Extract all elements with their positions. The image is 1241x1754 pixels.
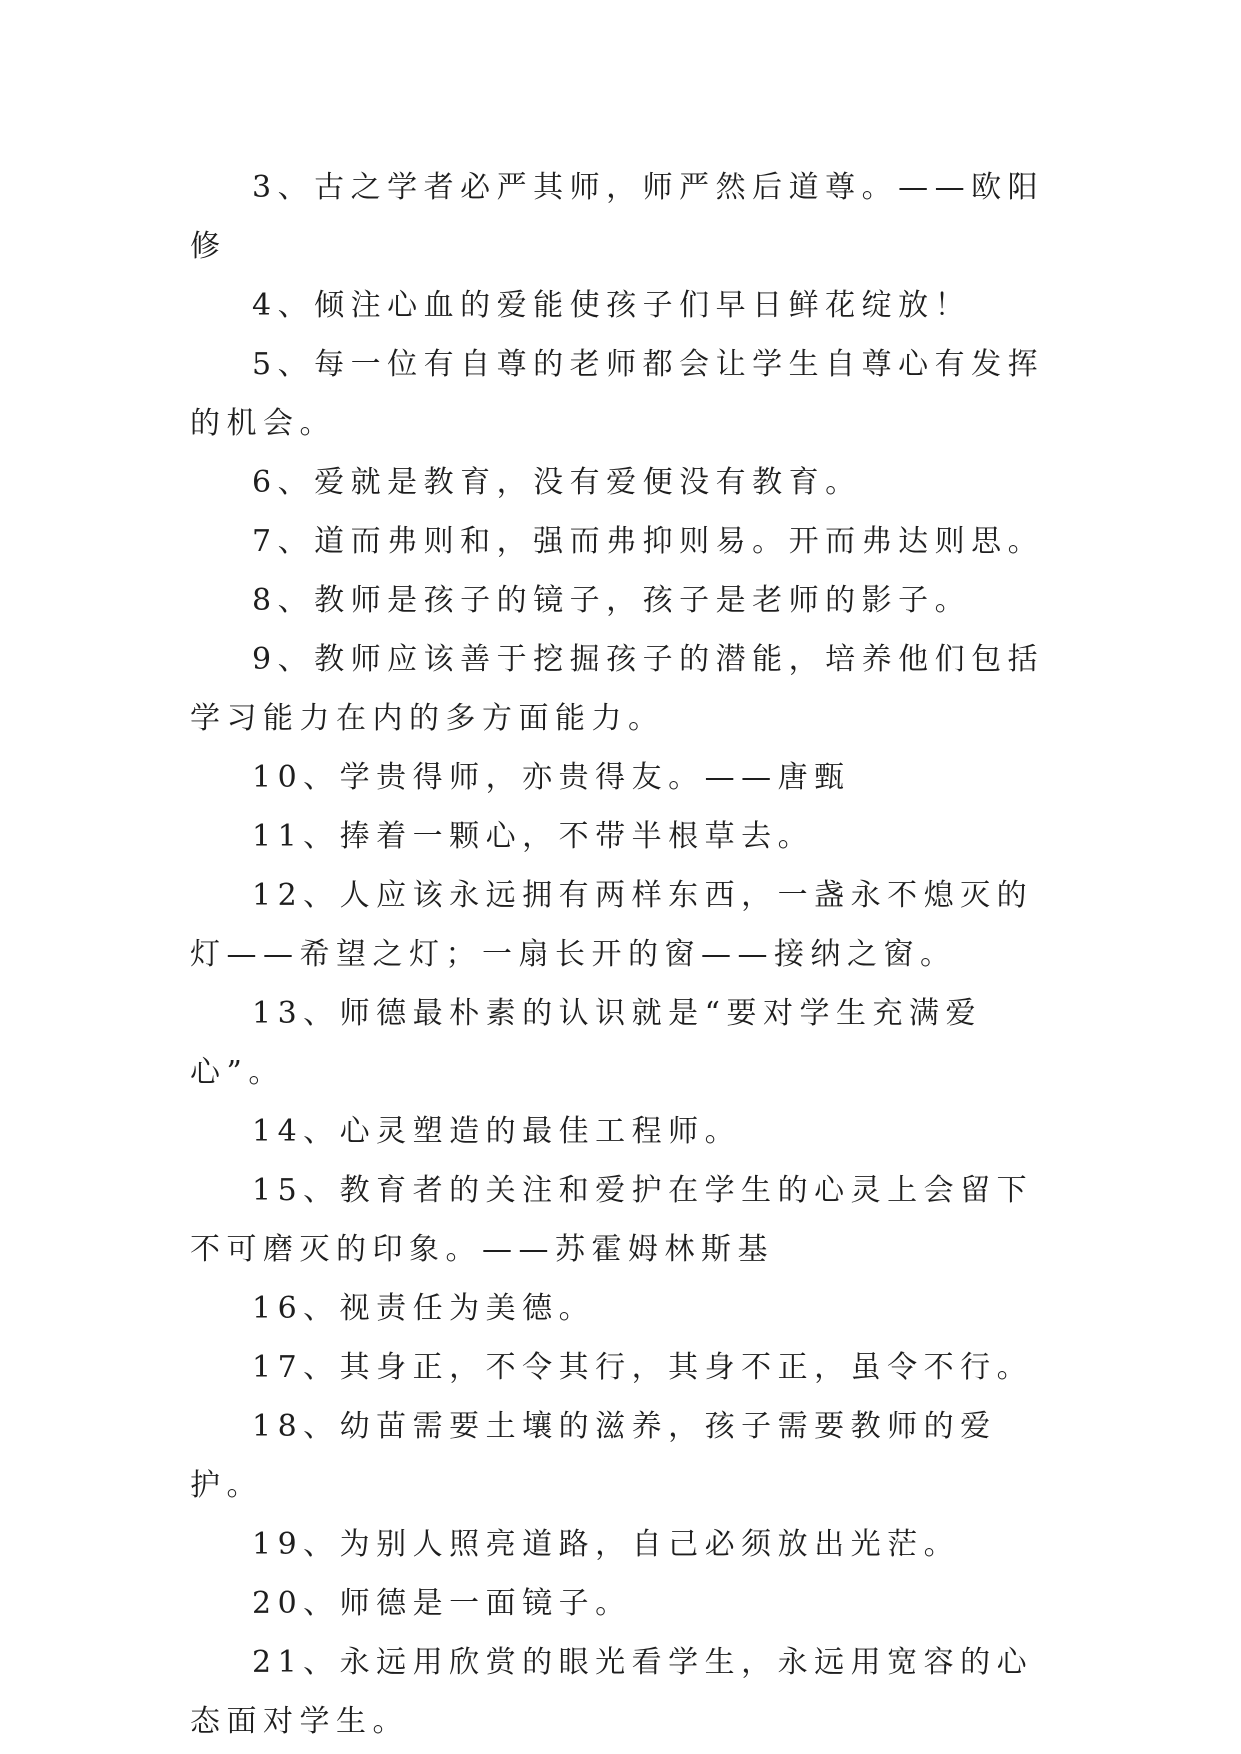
- quote-paragraph: 12、人应该永远拥有两样东西，一盏永不熄灭的灯——希望之灯；一扇长开的窗——接纳之窗。: [190, 878, 1034, 972]
- quote-paragraph: 9、教师应该善于挖掘孩子的潜能，培养他们包括学习能力在内的多方面能力。: [190, 642, 1045, 736]
- quote-paragraph: 19、为别人照亮道路，自己必须放出光茫。: [252, 1527, 961, 1562]
- quote-paragraph: 10、学贵得师，亦贵得友。——唐甄: [252, 760, 851, 795]
- quote-paragraph: 20、师德是一面镜子。: [252, 1586, 632, 1621]
- quote-paragraph: 11、捧着一颗心，不带半根草去。: [252, 819, 815, 854]
- quote-paragraph: 3、古之学者必严其师，师严然后道尊。——欧阳修: [190, 170, 1045, 264]
- quote-paragraph: 17、其身正，不令其行，其身不正，虽令不行。: [252, 1350, 1034, 1385]
- quote-paragraph: 7、道而弗则和，强而弗抑则易。开而弗达则思。: [252, 524, 1045, 559]
- quote-paragraph: 6、爱就是教育，没有爱便没有教育。: [252, 465, 862, 500]
- quote-paragraph: 14、心灵塑造的最佳工程师。: [252, 1114, 742, 1149]
- quote-paragraph: 18、幼苗需要土壤的滋养，孩子需要教师的爱护。: [190, 1409, 997, 1503]
- quote-paragraph: 13、师德最朴素的认识就是“要对学生充满爱心”。: [190, 996, 983, 1090]
- quote-paragraph: 15、教育者的关注和爱护在学生的心灵上会留下不可磨灭的印象。——苏霍姆林斯基: [190, 1173, 1034, 1267]
- quote-paragraph: 4、倾注心血的爱能使孩子们早日鲜花绽放！: [252, 288, 972, 323]
- quote-paragraph: 8、教师是孩子的镜子，孩子是老师的影子。: [252, 583, 972, 618]
- document-body: [190, 158, 1058, 1751]
- quote-paragraph: 5、每一位有自尊的老师都会让学生自尊心有发挥的机会。: [190, 347, 1045, 441]
- quote-paragraph: 21、永远用欣赏的眼光看学生，永远用宽容的心态面对学生。: [190, 1645, 1034, 1739]
- quote-paragraph: 16、视责任为美德。: [252, 1291, 596, 1326]
